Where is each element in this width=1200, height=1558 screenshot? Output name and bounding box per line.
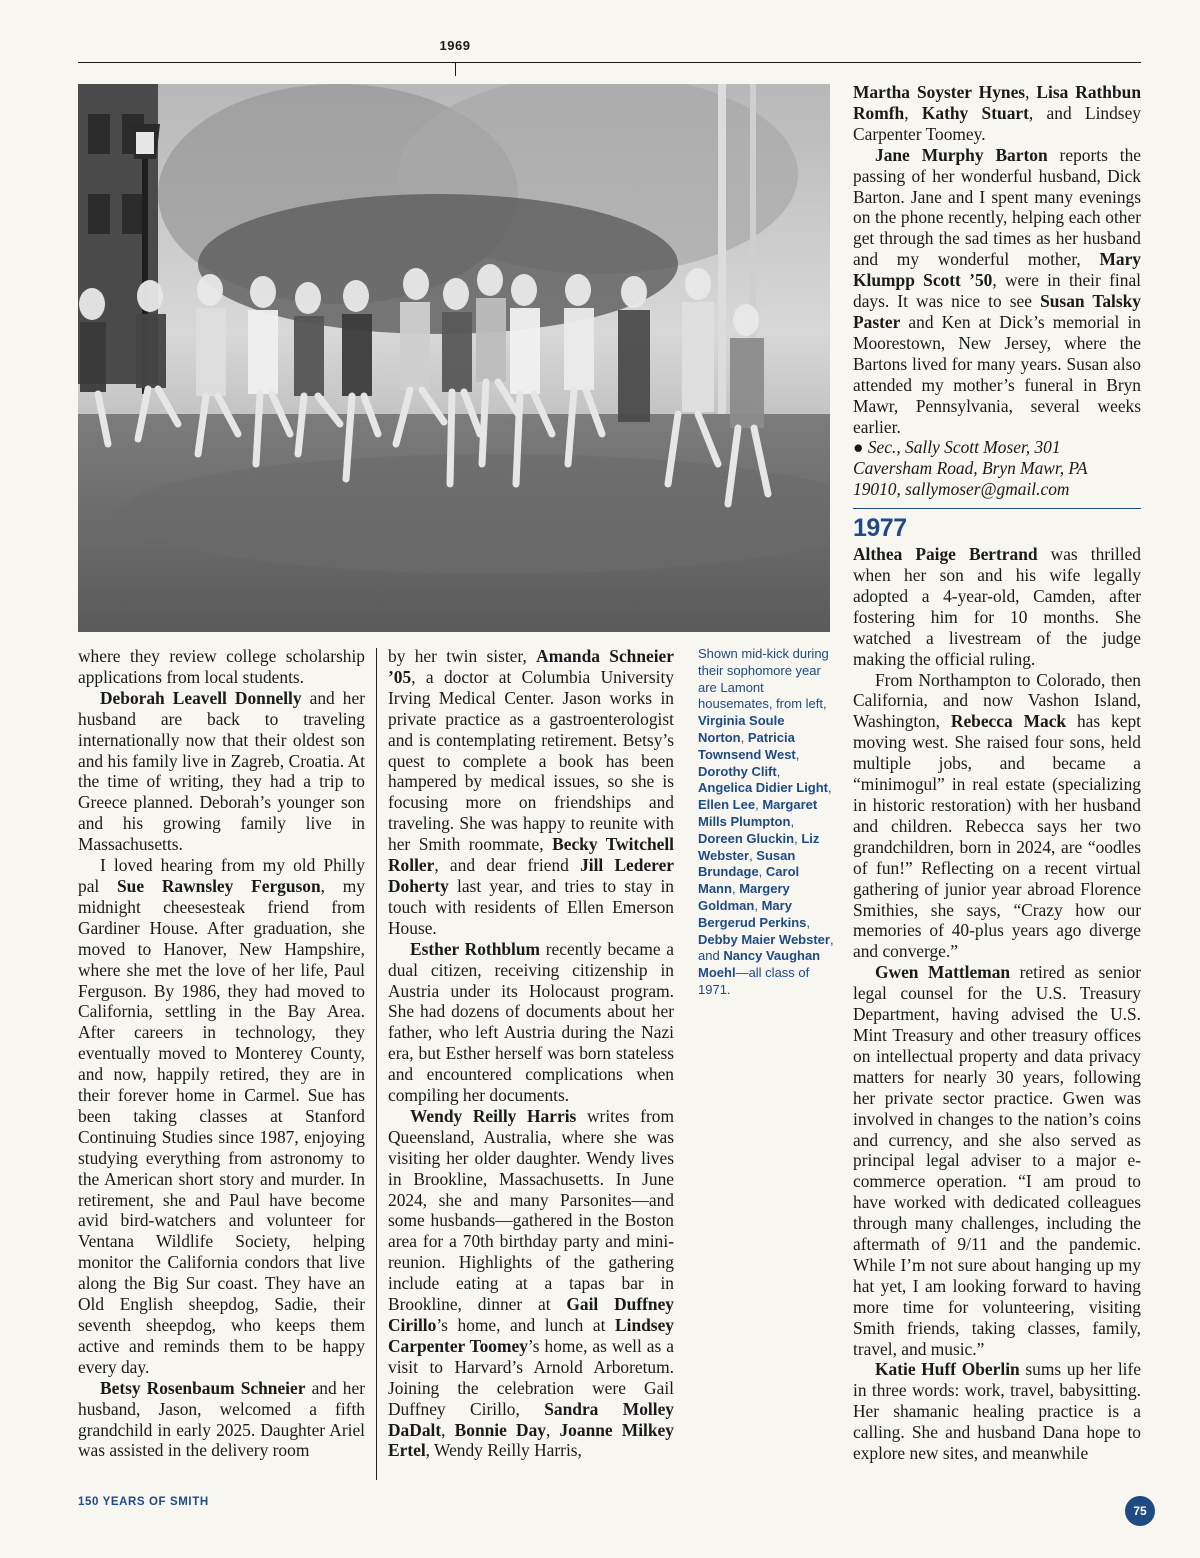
column-divider [376, 648, 377, 1480]
caption-name: Ellen Lee [698, 797, 756, 813]
body-text: writes from Queensland, Australia, where she was visiting her older daughter. Wendy lives in Brookline, Massachusetts. In June 2024, she and many Parsonites—and some husbands—gathered in the Boston area for a 70th birthday party and mini-reunion. Highlights of the gathering include eating at a tapas bar in Brookline, dinner at [388, 1105, 674, 1315]
section-year-label: 1969 [439, 38, 471, 53]
body-text: recently became a dual citizen, receiving citizenship in Austria under its Holocaust program. She had dozens of documents about her father, who left Austria during the Nazi era, but Esther herself was born stateless and encountered complications when compiling her documents. [388, 938, 674, 1106]
header-rule [78, 62, 1141, 63]
paragraph [78, 855, 365, 1378]
body-text: retired as senior legal counsel for the U.S. Treasury Department, having advised the U.S. Mint Treasury and other treasury offices on intellectual property and data privacy matters for nearly 30 years, following her private sector practice. Gwen was involved in changes to the nation’s coins and currency, and she also served as principal legal adviser to a major e-commerce operation. “I am proud to have worked with dedicated colleagues through many challenges, including the aftermath of 9/11 and the pandemic. While I’m not sure about hanging up my hat yet, I am looking forward to having more time for volunteering, visiting Smith friends, taking classes, family, travel, and music.” [853, 962, 1141, 1359]
paragraph [853, 962, 1141, 1359]
caption-name: Angelica Didier Light [698, 780, 829, 796]
person-name: Mary Klumpp Scott ’50 [853, 249, 1141, 291]
caption-name: Dorothy Clift [698, 763, 777, 779]
group-photo [78, 84, 830, 632]
person-name: Betsy Rosenbaum Schneier [100, 1377, 306, 1398]
person-name: Lisa Rathbun Romfh [853, 82, 1141, 123]
secretary-email[interactable]: 19010, sallymoser@gmail.com [853, 479, 1070, 500]
person-name: Becky Twitchell Roller [388, 834, 674, 876]
caption-name: Margery Goldman [698, 881, 790, 913]
section-divider [853, 508, 1141, 509]
paragraph [78, 646, 365, 688]
caption-name: Doreen Gluckin [698, 830, 795, 846]
body-text: , Wendy Reilly Harris, [425, 1440, 582, 1461]
person-name: Susan Talsky Paster [853, 291, 1141, 332]
caption-name: Margaret Mills Plumpton [698, 797, 818, 829]
body-text: and her husband are back to traveling internationally now that their oldest son and his family live in Zagreb, Croatia. At the time of writing, they had a trip to Greece planned. Deborah’s younger son and his growing family live in Massachusetts. [78, 687, 365, 855]
paragraph [853, 1359, 1141, 1464]
body-text: From Northampton to Colorado, then California, and now Vashon Island, Washington, [853, 669, 1141, 732]
article-column-2 [388, 646, 674, 1461]
person-name: Kathy Stuart [921, 102, 1029, 123]
body-text: , and dear friend [434, 855, 581, 876]
person-name: Jane Murphy Barton [875, 144, 1048, 165]
body-text: has kept moving west. She raised four sons, held multiple jobs, and became a “minimogul” in real estate (specializing in historic restoration) with her husband and children. Rebecca says her two grandchildren, born in 2024, are “oodles of fun!” Reflecting on a recent virtual gathering of junior year abroad Florence Smithies, she says, “Crazy how our memories of 40-plus years ago diverge and converge.” [853, 711, 1141, 962]
body-text: and her husband, Jason, welcomed a fifth grandchild in early 2025. Daughter Ariel was assisted in the delivery room [78, 1377, 365, 1461]
caption-name: Patricia Townsend West [698, 729, 796, 762]
body-text: , and Lindsey Carpenter Toomey. [853, 102, 1141, 144]
person-name: Katie Huff Oberlin [875, 1359, 1020, 1380]
paragraph [853, 145, 1141, 438]
body-text: , [1025, 82, 1037, 102]
body-text: I loved hearing from my old Philly pal [78, 855, 365, 896]
person-name: Lindsey Carpenter Toomey [388, 1315, 674, 1356]
person-name: Martha Soyster Hynes [853, 82, 1026, 102]
person-name: Sue Rawnsley Ferguson [117, 875, 321, 896]
person-name: Althea Paige Bertrand [853, 544, 1038, 565]
secretary-line: Sec., Sally Scott Moser, 301 [863, 437, 1061, 458]
article-column-3 [853, 82, 1141, 1464]
body-text: , were in their final days. It was nice to see [853, 270, 1141, 312]
photo-caption: Shown mid-kick during their sophomore year are Lamont housemates, from left, Virginia Soule Norton, Patricia Townsend West, Dorothy Clift, Angelica Didier Light, Ellen Lee, Margaret Mills Plumpton, Doreen Gluckin, Liz Webster, Susan Brundage, Carol Mann, Margery Goldman, Mary Bergerud Perkins, Debby Maier Webster, and Nancy Vaughan Moehl—all class of 1971. [698, 646, 834, 997]
body-text: ’s home, and lunch at [436, 1315, 616, 1335]
header-tick [455, 62, 456, 76]
person-name: Wendy Reilly Harris [410, 1105, 577, 1126]
caption-name: Susan Brundage [698, 847, 796, 880]
caption-name: Carol Mann [698, 864, 800, 897]
person-name: Sandra Molley DaDalt [388, 1398, 674, 1440]
body-text: , [545, 1419, 560, 1440]
person-name: Gwen Mattleman [875, 962, 1011, 983]
body-text: and Ken at Dick’s memorial in Moorestown, New Jersey, where the Bartons lived for many years. Susan also attended my mother’s funeral in Bryn Mawr, Pennsylvania, several weeks earlier. [853, 311, 1141, 437]
caption-name: Mary Bergerud Perkins [698, 897, 807, 930]
caption-name: Virginia Soule Norton [698, 713, 785, 745]
person-name: Bonnie Day [454, 1419, 546, 1440]
body-text: was thrilled when her son and his wife legally adopted a 4-year-old, Camden, after fostering him for 10 months. She watched a livestream of the judge making the official ruling. [853, 544, 1141, 669]
class-year-heading: 1977 [853, 514, 907, 543]
paragraph [388, 646, 674, 939]
caption-name: Nancy Vaughan Moehl [698, 948, 821, 981]
paragraph [78, 1378, 365, 1462]
body-text: sums up her life in three words: work, travel, babysitting. Her shamanic healing practice is a calling. She and husband Dana hope to explore new sites, and meanwhile [853, 1359, 1141, 1464]
paragraph [78, 688, 365, 855]
person-name: Amanda Schneier ’05 [388, 646, 674, 687]
paragraph [388, 1106, 674, 1461]
body-text: last year, and tries to stay in touch with residents of Ellen Emerson House. [388, 875, 674, 938]
body-text: reports the passing of her wonderful husband, Dick Barton. Jane and I spent many evenings on the phone recently, helping each other get through the sad times as her husband and my wonderful mother, [853, 144, 1142, 270]
caption-name: Liz Webster [698, 830, 820, 863]
article-column-1 [78, 646, 365, 1461]
caption-and: , and [698, 931, 834, 964]
person-name: Esther Rothblum [410, 938, 541, 959]
paragraph [388, 939, 674, 1106]
paragraph [853, 670, 1141, 963]
body-text: , a doctor at Columbia University Irving Medical Center. Jason works in private practice as a gastroenterologist and is contemplating retirement. Betsy’s quest to complete a book has been hampered by medical issues, so she is focusing more on friendships and traveling. She was happy to reunite with her Smith roommate, [388, 666, 674, 855]
body-text: ’s home, as well as a visit to Harvard’s Arnold Arboretum. Joining the celebration were Gail Duffney Cirillo, [388, 1335, 674, 1419]
body-text: , my midnight cheesesteak friend from Gardiner House. After graduation, she moved to Hanover, New Hampshire, where she met the love of her life, Paul Ferguson. By 1986, they had moved to California, settling in the Bay Area. After careers in technology, they eventually moved to Monterey County, and now, happily retired, they are in their forever home in Carmel. Sue has been taking classes at Stanford Continuing Studies since 1987, enjoying studying everything from astronomy to the American short story and murder. In retirement, she and Paul have become avid bird-watchers and volunteer for Ventana Wildlife Society, helping monitor the California condors that live along the Big Sur coast. They have an Old English sheepdog, Sadie, their seventh sheepdog, who keeps them active and reminds them to be happy every day. [78, 875, 366, 1377]
person-name: Gail Duffney Cirillo [388, 1294, 674, 1335]
page-number-badge: 75 [1125, 1496, 1155, 1526]
person-name: Rebecca Mack [950, 711, 1067, 732]
person-name: Deborah Leavell Donnelly [100, 687, 302, 708]
caption-outro: —all class of 1971. [698, 965, 810, 997]
person-name: Joanne Milkey Ertel [388, 1419, 674, 1461]
body-text: by her twin sister, [388, 646, 537, 666]
body-text: where they review college scholarship applications from local students. [78, 646, 365, 687]
paragraph [853, 544, 1141, 669]
group-photo-icon [78, 84, 830, 632]
bullet-icon: ● [853, 437, 864, 458]
person-name: Jill Lederer Doherty [388, 855, 675, 896]
class-secretary-contact [853, 437, 1141, 500]
paragraph [853, 82, 1141, 145]
caption-name: Debby Maier Webster [698, 931, 830, 947]
body-text: , [441, 1419, 455, 1440]
secretary-line: Caversham Road, Bryn Mawr, PA [853, 458, 1088, 479]
body-text: , [904, 102, 922, 123]
publication-footer: 150 YEARS OF SMITH [78, 1496, 209, 1508]
caption-intro: Shown mid-kick during their sophomore year are Lamont housemates, from left, [698, 646, 829, 712]
